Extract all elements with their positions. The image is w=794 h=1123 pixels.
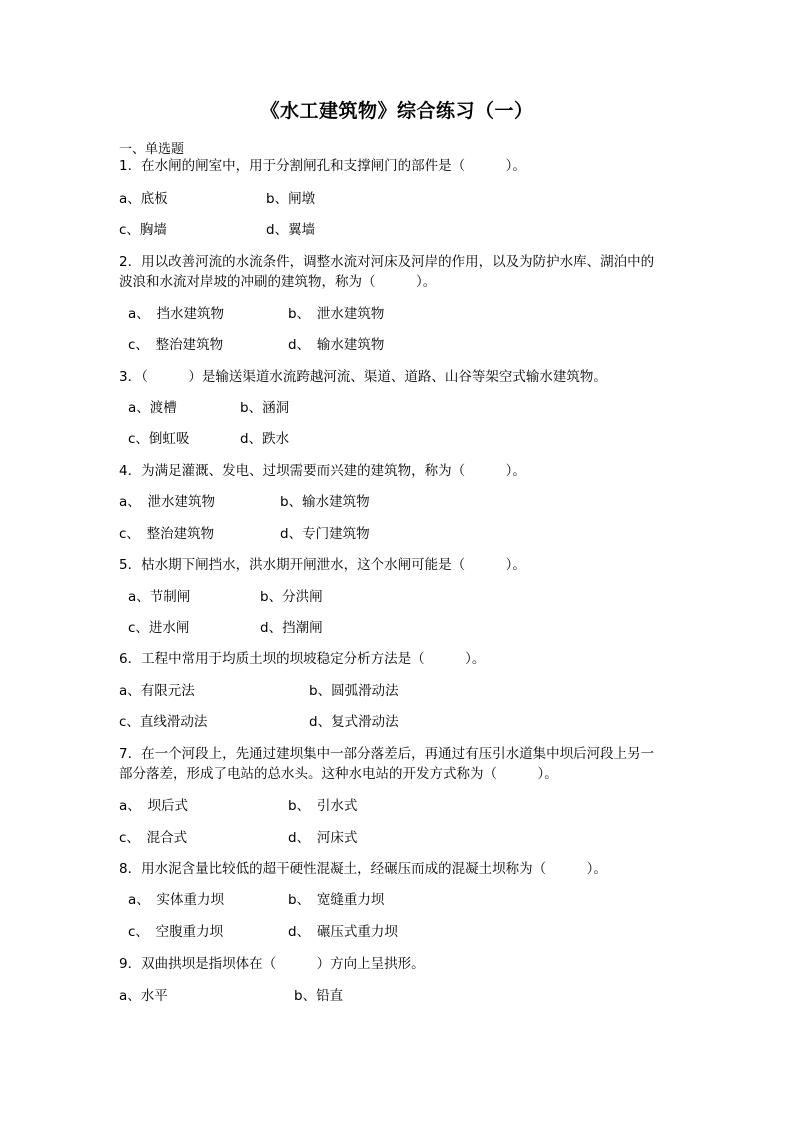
question-1-option-b: b、闸墩 (266, 191, 316, 207)
question-3-option-d: d、跌水 (240, 431, 290, 447)
page-title: 《水工建筑物》综合练习（一） (260, 100, 534, 122)
question-9-stem: 9．双曲拱坝是指坝体在（ ）方向上呈拱形。 (119, 956, 425, 972)
question-6-option-d: d、复式滑动法 (309, 714, 399, 730)
question-3-option-b: b、涵洞 (240, 400, 290, 416)
question-2-option-c: c、 整治建筑物 (128, 337, 224, 353)
question-4-stem: 4．为满足灌溉、发电、过坝需要而兴建的建筑物，称为（ ）。 (119, 463, 526, 479)
question-4-option-b: b、输水建筑物 (280, 494, 370, 510)
question-3-stem: 3．（ ）是输送渠道水流跨越河流、渠道、道路、山谷等架空式输水建筑物。 (119, 369, 607, 385)
question-5-option-d: d、挡潮闸 (260, 620, 323, 636)
question-8-option-c: c、 空腹重力坝 (128, 924, 224, 940)
question-2-stem-cont: 波浪和水流对岸坡的冲刷的建筑物，称为（ ）。 (119, 274, 437, 290)
section-heading: 一、单选题 (119, 142, 185, 157)
question-3-option-a: a、渡槽 (128, 400, 177, 416)
question-8-stem: 8．用水泥含量比较低的超干硬性混凝土，经碾压而成的混凝土坝称为（ ）。 (119, 861, 607, 877)
question-7-option-c: c、 混合式 (119, 830, 188, 846)
question-1-option-d: d、翼墙 (266, 222, 316, 238)
question-2-stem: 2．用以改善河流的水流条件，调整水流对河床及河岸的作用，以及为防护水库、湖泊中的 (119, 254, 655, 270)
question-4-option-d: d、专门建筑物 (280, 526, 370, 542)
question-1-option-c: c、胸墙 (119, 222, 167, 238)
question-6-option-b: b、圆弧滑动法 (309, 683, 399, 699)
question-2-option-a: a、 挡水建筑物 (128, 306, 225, 322)
question-1-option-a: a、底板 (119, 191, 168, 207)
question-2-option-b: b、 泄水建筑物 (288, 306, 385, 322)
question-4-option-a: a、 泄水建筑物 (119, 494, 216, 510)
question-4-option-c: c、 整治建筑物 (119, 526, 215, 542)
question-6-option-c: c、直线滑动法 (119, 714, 208, 730)
question-7-stem: 7．在一个河段上，先通过建坝集中一部分落差后，再通过有压引水道集中坝后河段上另一 (119, 746, 655, 762)
question-5-stem: 5．枯水期下闸挡水，洪水期开闸泄水，这个水闸可能是（ ）。 (119, 557, 526, 573)
question-5-option-c: c、进水闸 (128, 620, 190, 636)
question-7-option-a: a、 坝后式 (119, 798, 189, 814)
question-6-option-a: a、有限元法 (119, 683, 195, 699)
question-9-option-a: a、水平 (119, 988, 168, 1004)
question-5-option-a: a、节制闸 (128, 589, 191, 605)
question-7-option-d: d、 河床式 (288, 830, 358, 846)
question-2-option-d: d、 输水建筑物 (288, 337, 385, 353)
question-6-stem: 6．工程中常用于均质土坝的坝坡稳定分析方法是（ ）。 (119, 651, 486, 667)
question-1-stem: 1．在水闸的闸室中，用于分割闸孔和支撑闸门的部件是（ ）。 (119, 158, 526, 174)
question-9-option-b: b、铅直 (294, 988, 344, 1004)
question-5-option-b: b、分洪闸 (260, 589, 323, 605)
question-7-stem-cont: 部分落差，形成了电站的总水头。这种水电站的开发方式称为（ ）。 (119, 766, 558, 782)
question-3-option-c: c、倒虹吸 (128, 431, 190, 447)
question-8-option-a: a、 实体重力坝 (128, 892, 225, 908)
question-8-option-b: b、 宽缝重力坝 (288, 892, 385, 908)
question-8-option-d: d、 碾压式重力坝 (288, 924, 398, 940)
question-7-option-b: b、 引水式 (288, 798, 358, 814)
